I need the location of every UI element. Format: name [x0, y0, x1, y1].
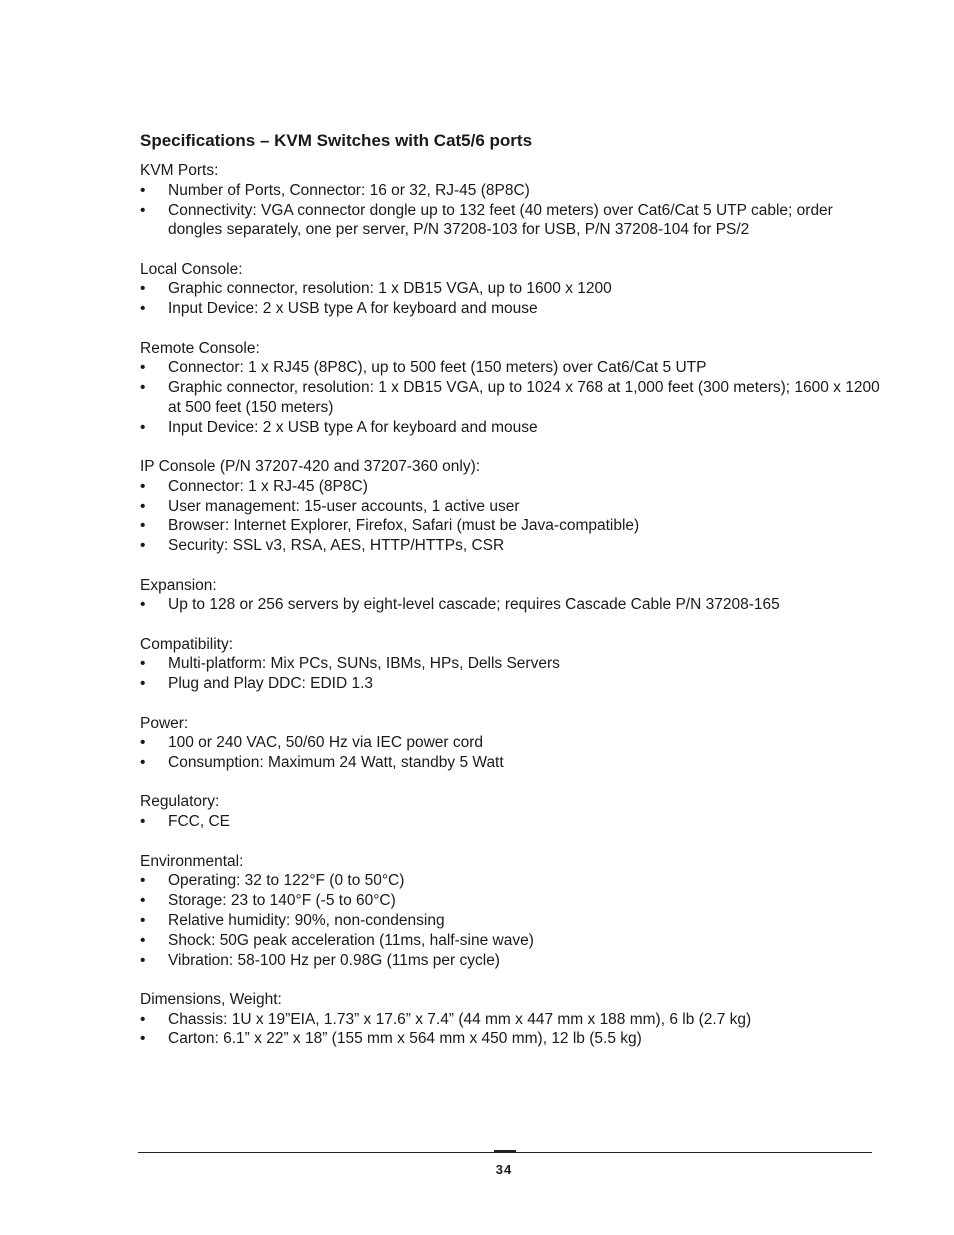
list-item-text: Relative humidity: 90%, non-condensing	[168, 911, 445, 929]
footer-rule	[138, 1152, 872, 1153]
section-label: Local Console:	[140, 260, 243, 278]
section-label: Power:	[140, 714, 189, 732]
list-item	[140, 931, 880, 951]
list-item	[140, 654, 880, 674]
list-item-text: Number of Ports, Connector: 16 or 32, RJ-45 (8P8C)	[168, 181, 530, 199]
bullet-icon: •	[140, 734, 146, 752]
bullet-icon: •	[140, 418, 146, 436]
list-item-text: Storage: 23 to 140°F (-5 to 60°C)	[168, 892, 396, 910]
list-item	[140, 595, 880, 615]
section-label: Dimensions, Weight:	[140, 990, 282, 1008]
bullet-icon: •	[140, 280, 146, 298]
bullet-icon: •	[140, 931, 146, 949]
list-item	[140, 812, 880, 832]
bullet-icon: •	[140, 892, 146, 910]
spec-section	[140, 339, 880, 438]
list-item	[140, 951, 880, 971]
list-item	[140, 733, 880, 753]
bullet-icon: •	[140, 379, 146, 397]
list-item-text: Graphic connector, resolution: 1 x DB15 VGA, up to 1600 x 1200	[168, 280, 612, 298]
bullet-list	[140, 595, 880, 615]
list-item	[140, 378, 880, 418]
list-item	[140, 418, 880, 438]
bullet-list	[140, 358, 880, 437]
list-item-text: Carton: 6.1” x 22” x 18” (155 mm x 564 mm x 450 mm), 12 lb (5.5 kg)	[168, 1030, 642, 1048]
list-item	[140, 871, 880, 891]
spec-sections	[140, 161, 880, 1049]
footer-tab-mark	[494, 1150, 516, 1152]
spec-section	[140, 260, 880, 319]
list-item-text: User management: 15-user accounts, 1 active user	[168, 497, 520, 515]
list-item-text: Vibration: 58-100 Hz per 0.98G (11ms per cycle)	[168, 951, 500, 969]
bullet-icon: •	[140, 1010, 146, 1028]
list-item	[140, 753, 880, 773]
section-label: Compatibility:	[140, 635, 234, 653]
bullet-icon: •	[140, 181, 146, 199]
list-item	[140, 299, 880, 319]
list-item-text: Chassis: 1U x 19”EIA, 1.73” x 17.6” x 7.4” (44 mm x 447 mm x 188 mm), 6 lb (2.7 kg)	[168, 1010, 752, 1028]
list-item-text: FCC, CE	[168, 813, 230, 831]
page-number: 34	[495, 1162, 513, 1177]
bullet-list	[140, 279, 880, 319]
bullet-list	[140, 654, 880, 694]
list-item	[140, 279, 880, 299]
list-item-text: Input Device: 2 x USB type A for keyboard and mouse	[168, 300, 538, 318]
list-item	[140, 497, 880, 517]
list-item-text: Up to 128 or 256 servers by eight-level cascade; requires Cascade Cable P/N 37208-165	[168, 596, 780, 614]
list-item-text: Security: SSL v3, RSA, AES, HTTP/HTTPs, CSR	[168, 537, 505, 555]
list-item	[140, 536, 880, 556]
spec-section	[140, 792, 880, 832]
list-item-text: Input Device: 2 x USB type A for keyboard and mouse	[168, 418, 538, 436]
spec-content	[140, 131, 880, 1069]
list-item-text: Operating: 32 to 122°F (0 to 50°C)	[168, 872, 405, 890]
list-item-text: Shock: 50G peak acceleration (11ms, half-sine wave)	[168, 931, 534, 949]
list-item-text: Connectivity: VGA connector dongle up to 132 feet (40 meters) over Cat6/Cat 5 UTP cable; order dongles separately, one per server, P/N 37208-103 for USB, P/N 37208-104 for PS/2	[168, 201, 833, 239]
list-item	[140, 181, 880, 201]
list-item	[140, 1029, 880, 1049]
spec-section	[140, 576, 880, 616]
spec-section	[140, 990, 880, 1049]
spec-section	[140, 457, 880, 556]
bullet-icon: •	[140, 300, 146, 318]
list-item-text: Connector: 1 x RJ45 (8P8C), up to 500 feet (150 meters) over Cat6/Cat 5 UTP	[168, 359, 707, 377]
bullet-icon: •	[140, 497, 146, 515]
bullet-icon: •	[140, 754, 146, 772]
list-item-text: Browser: Internet Explorer, Firefox, Safari (must be Java-compatible)	[168, 517, 640, 535]
bullet-icon: •	[140, 517, 146, 535]
spec-section	[140, 852, 880, 971]
section-label: IP Console (P/N 37207-420 and 37207-360 only):	[140, 458, 481, 476]
bullet-icon: •	[140, 813, 146, 831]
list-item	[140, 1010, 880, 1030]
list-item-text: Multi-platform: Mix PCs, SUNs, IBMs, HPs, Dells Servers	[168, 655, 560, 673]
section-label: Expansion:	[140, 576, 217, 594]
list-item	[140, 891, 880, 911]
bullet-list	[140, 1010, 880, 1050]
bullet-list	[140, 871, 880, 970]
bullet-icon: •	[140, 477, 146, 495]
section-label: Remote Console:	[140, 339, 260, 357]
bullet-icon: •	[140, 596, 146, 614]
bullet-list	[140, 812, 880, 832]
list-item	[140, 674, 880, 694]
list-item	[140, 516, 880, 536]
spec-section	[140, 714, 880, 773]
bullet-icon: •	[140, 951, 146, 969]
list-item-text: Connector: 1 x RJ-45 (8P8C)	[168, 477, 368, 495]
page-title: Specifications – KVM Switches with Cat5/6 ports	[140, 131, 533, 150]
bullet-list	[140, 733, 880, 773]
list-item	[140, 358, 880, 378]
section-label: Environmental:	[140, 852, 244, 870]
bullet-icon: •	[140, 537, 146, 555]
spec-section	[140, 635, 880, 694]
bullet-icon: •	[140, 655, 146, 673]
list-item-text: Consumption: Maximum 24 Watt, standby 5 Watt	[168, 754, 504, 772]
section-label: KVM Ports:	[140, 162, 219, 179]
list-item-text: Graphic connector, resolution: 1 x DB15 VGA, up to 1024 x 768 at 1,000 feet (300 meters); 1600 x 1200 at 500 feet (150 meters)	[168, 379, 880, 416]
spec-section	[140, 161, 880, 240]
bullet-icon: •	[140, 1030, 146, 1048]
list-item-text: 100 or 240 VAC, 50/60 Hz via IEC power cord	[168, 734, 484, 752]
bullet-icon: •	[140, 359, 146, 377]
section-label: Regulatory:	[140, 793, 220, 811]
list-item	[140, 201, 880, 241]
bullet-icon: •	[140, 675, 146, 693]
bullet-icon: •	[140, 911, 146, 929]
bullet-icon: •	[140, 201, 146, 219]
list-item	[140, 911, 880, 931]
list-item-text: Plug and Play DDC: EDID 1.3	[168, 675, 374, 693]
bullet-icon: •	[140, 872, 146, 890]
bullet-list	[140, 477, 880, 556]
bullet-list	[140, 181, 880, 240]
list-item	[140, 477, 880, 497]
